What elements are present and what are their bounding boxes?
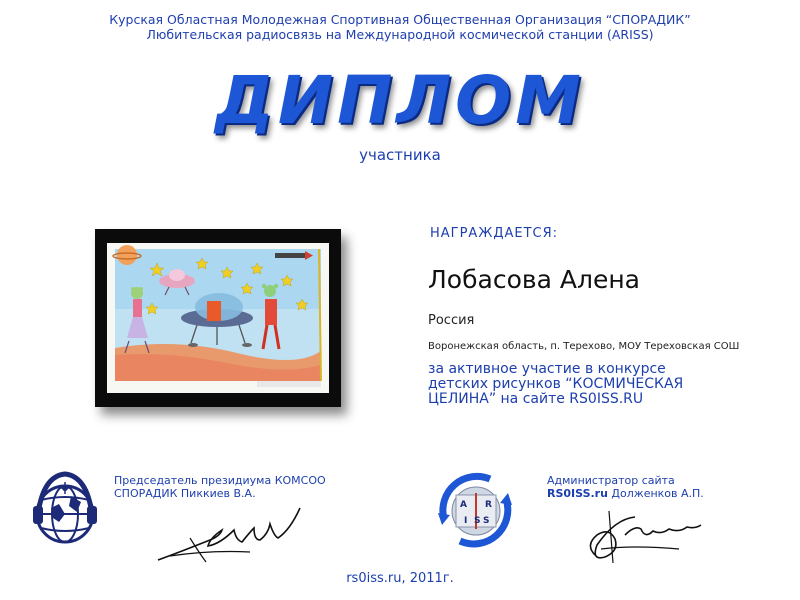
left-handwritten-signature [150, 500, 310, 570]
childrens-drawing-image [107, 243, 329, 393]
ariss-emblem-icon [430, 465, 520, 551]
diploma-title: ДИПЛОМ [215, 62, 585, 139]
right-handwritten-signature [575, 505, 705, 567]
award-reason-line-1: за активное участие в конкурсе [428, 361, 666, 377]
artwork-frame [95, 229, 341, 407]
ariss-logo-letter-r: R [485, 500, 492, 510]
ariss-logo [430, 465, 520, 551]
org-line-1: Курская Областная Молодежная Спортивная Общественная Организация “СПОРАДИК” [109, 12, 691, 27]
right-signatory-line-1: Администратор сайта [547, 474, 675, 487]
right-signatory-title [547, 474, 787, 500]
organization-header [0, 12, 800, 42]
right-signatory-line-2 [547, 487, 787, 500]
space-drawing-illustration [107, 243, 329, 393]
recipient-name: Лобасова Алена [428, 265, 640, 294]
right-signatory-name: Долженков А.П. [607, 487, 704, 500]
footer-site-year: rs0iss.ru, 2011г. [346, 571, 454, 586]
award-reason [428, 362, 768, 407]
globe-headphones-icon [25, 466, 105, 556]
ariss-logo-letter-i: I [464, 516, 468, 526]
sporadic-globe-logo [25, 466, 105, 556]
org-line-2: Любительская радиосвязь на Международной космической станции (ARISS) [146, 27, 654, 42]
awarded-label: НАГРАЖДАЕТСЯ: [430, 226, 559, 241]
ariss-logo-letter-s2: S [483, 516, 490, 526]
site-name-bold: RS0ISS.ru [547, 487, 608, 500]
ariss-logo-letter-s1: S [474, 516, 481, 526]
diploma-subtitle: участника [359, 146, 441, 164]
award-reason-line-2: детских рисунков “КОСМИЧЕСКАЯ [428, 376, 684, 392]
left-signatory-line-1: Председатель президиума КОМСОО [114, 474, 326, 487]
ariss-logo-letter-a: A [460, 500, 467, 510]
award-reason-line-3: ЦЕЛИНА” на сайте RS0ISS.RU [428, 391, 644, 407]
recipient-address: Воронежская область, п. Терехово, МОУ Тереховская СОШ [428, 341, 740, 352]
left-signatory-line-2: СПОРАДИК Пиккиев В.А. [114, 487, 256, 500]
left-signatory-title [114, 474, 384, 500]
recipient-country: Россия [428, 313, 475, 328]
